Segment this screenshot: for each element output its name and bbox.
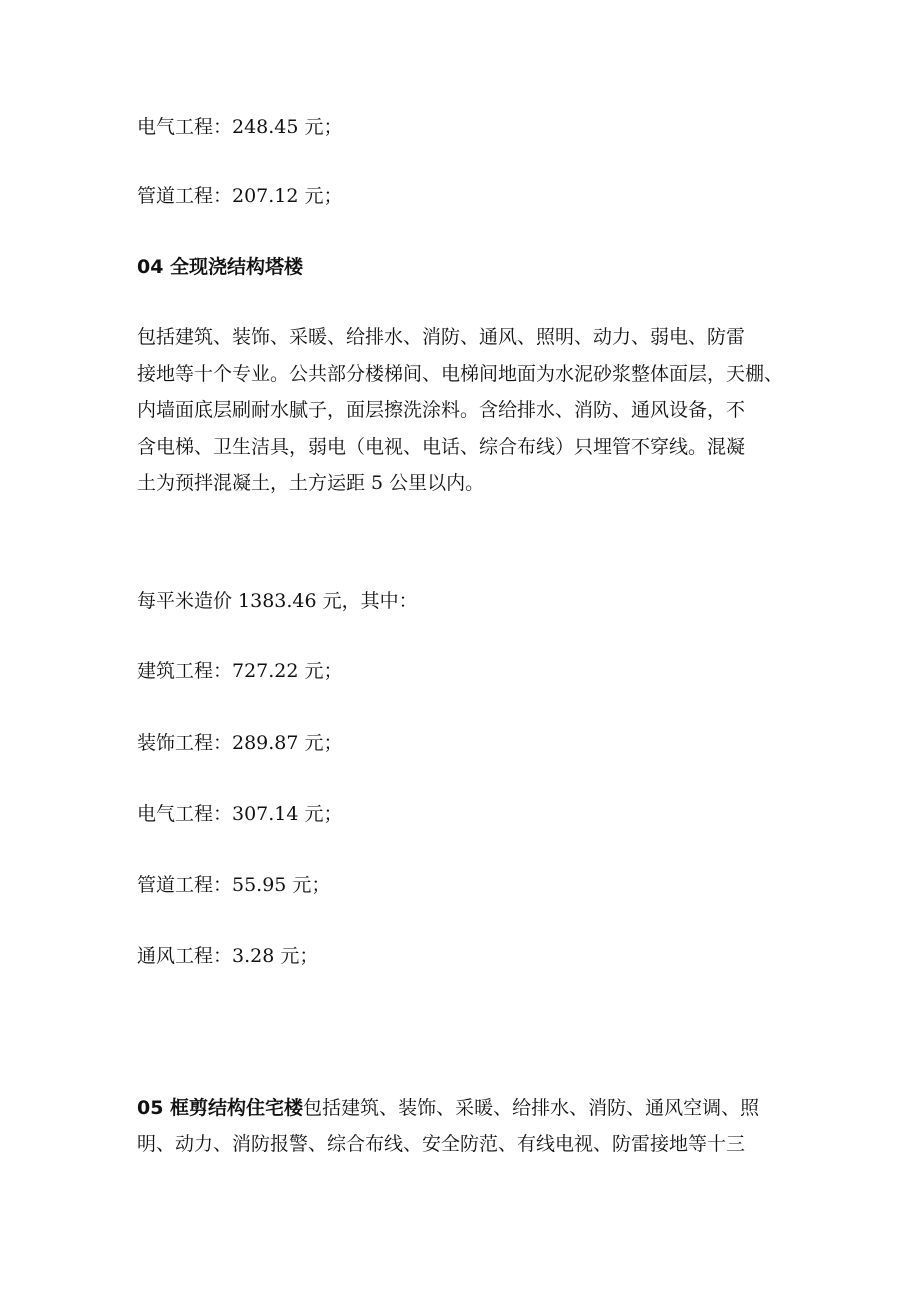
price-per-sqm: 每平米造价 1383.46 元，其中： bbox=[137, 590, 418, 612]
description-line: 土为预拌混凝土，土方运距 5 公里以内。 bbox=[137, 472, 485, 494]
cost-item-electrical: 电气工程：307.14 元； bbox=[137, 803, 343, 825]
description-line: 内墙面底层刷耐水腻子，面层擦洗涂料。含给排水、消防、通风设备，不 bbox=[137, 399, 746, 421]
section-05-heading: 05 框剪结构住宅楼 bbox=[137, 1097, 304, 1119]
section-05-second-line: 明、动力、消防报警、综合布线、安全防范、有线电视、防雷接地等十三 bbox=[137, 1133, 746, 1155]
cost-item-electrical-prev: 电气工程：248.45 元； bbox=[137, 116, 343, 138]
description-line: 接地等十个专业。公共部分楼梯间、电梯间地面为水泥砂浆整体面层，天棚、 bbox=[137, 362, 784, 385]
section-05-text-start: 包括建筑、装饰、采暖、给排水、消防、通风空调、照 bbox=[303, 1097, 760, 1119]
section-04-heading: 04 全现浇结构塔楼 bbox=[137, 256, 304, 278]
section-05-block bbox=[137, 1090, 797, 1162]
cost-item-ventilation: 通风工程：3.28 元； bbox=[137, 945, 319, 967]
cost-item-pipeline: 管道工程：55.95 元； bbox=[137, 874, 331, 896]
cost-item-building: 建筑工程：727.22 元； bbox=[137, 660, 343, 682]
cost-item-decoration: 装饰工程：289.87 元； bbox=[137, 732, 343, 754]
description-line: 包括建筑、装饰、采暖、给排水、消防、通风、照明、动力、弱电、防雷 bbox=[137, 326, 746, 348]
cost-item-pipeline-prev: 管道工程：207.12 元； bbox=[137, 185, 343, 207]
description-line: 含电梯、卫生洁具，弱电（电视、电话、综合布线）只埋管不穿线。混凝 bbox=[137, 435, 746, 458]
section-05-first-line bbox=[137, 1090, 797, 1126]
section-04-description bbox=[137, 319, 787, 502]
